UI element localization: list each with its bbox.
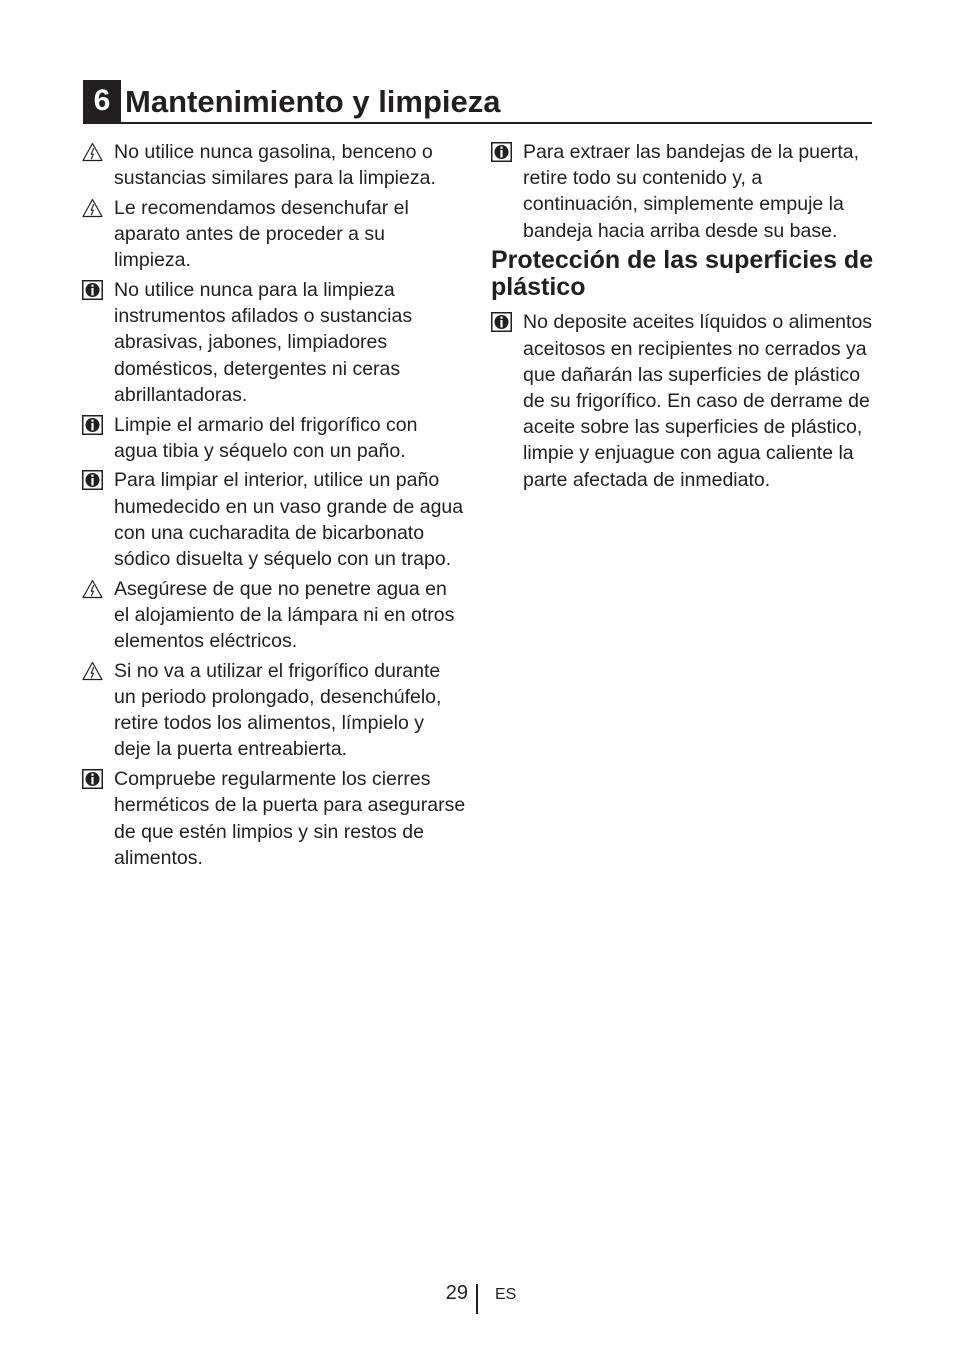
info-icon bbox=[82, 470, 103, 490]
note-text: Compruebe regularmente los cierres herméticos de la puerta para asegurarse de que estén limpios y sin restos de alimentos. bbox=[114, 768, 466, 869]
note-item bbox=[82, 195, 466, 274]
note-item bbox=[82, 766, 466, 871]
section-heading: Protección de las superficies de plástico bbox=[491, 246, 874, 302]
note-item bbox=[491, 139, 875, 244]
warning-icon bbox=[82, 198, 103, 218]
chapter-number: 6 bbox=[83, 80, 121, 122]
left-column bbox=[82, 139, 466, 874]
info-icon bbox=[82, 280, 103, 300]
warning-icon bbox=[82, 579, 103, 599]
info-icon bbox=[82, 769, 103, 789]
note-item bbox=[491, 309, 875, 492]
note-text: Para limpiar el interior, utilice un paño humedecido en un vaso grande de agua con una cucharadita de bicarbonato sódico disuelta y séquelo con un trapo. bbox=[114, 469, 464, 571]
note-item bbox=[82, 277, 466, 408]
note-item bbox=[82, 412, 466, 464]
warning-icon bbox=[82, 142, 103, 162]
info-icon bbox=[82, 415, 103, 435]
note-text: Si no va a utilizar el frigorífico durante un periodo prolongado, desenchúfelo, retire todos los alimentos, límpielo y deje la puerta entreabierta. bbox=[114, 659, 442, 761]
note-item bbox=[82, 576, 466, 655]
note-text: Para extraer las bandejas de la puerta, retire todo su contenido y, a continuación, simplemente empuje la bandeja hacia arriba desde su base. bbox=[523, 141, 860, 242]
chapter-title: Mantenimiento y limpieza bbox=[125, 84, 501, 119]
note-text: No utilice nunca para la limpieza instrumentos afilados o sustancias abrasivas, jabones, limpiadores domésticos, detergentes ni ceras abrillantadoras. bbox=[114, 279, 413, 406]
note-text: No utilice nunca gasolina, benceno o sustancias similares para la limpieza. bbox=[114, 141, 436, 190]
language-code: ES bbox=[495, 1286, 517, 1303]
note-text: Le recomendamos desenchufar el aparato antes de proceder a su limpieza. bbox=[114, 196, 409, 272]
footer-divider bbox=[476, 1284, 478, 1314]
chapter-header bbox=[83, 80, 872, 124]
page-footer bbox=[0, 1278, 954, 1318]
info-icon bbox=[491, 312, 512, 332]
note-text: No deposite aceites líquidos o alimentos aceitosos en recipientes no cerrados ya que dañarán las superficies de plástico de su frigorífico. En caso de derrame de aceite sobre las superficies de plástico, limpie y enjuague con agua caliente la parte afectada de inmediato. bbox=[523, 311, 873, 491]
note-item bbox=[82, 467, 466, 572]
right-column bbox=[491, 139, 875, 496]
note-text: Asegúrese de que no penetre agua en el alojamiento de la lámpara ni en otros elementos eléctricos. bbox=[114, 577, 455, 653]
note-item bbox=[82, 658, 466, 763]
note-text: Limpie el armario del frigorífico con agua tibia y séquelo con un paño. bbox=[114, 413, 418, 462]
warning-icon bbox=[82, 661, 103, 681]
page-number: 29 bbox=[445, 1282, 468, 1304]
note-item bbox=[82, 139, 466, 191]
info-icon bbox=[491, 142, 512, 162]
